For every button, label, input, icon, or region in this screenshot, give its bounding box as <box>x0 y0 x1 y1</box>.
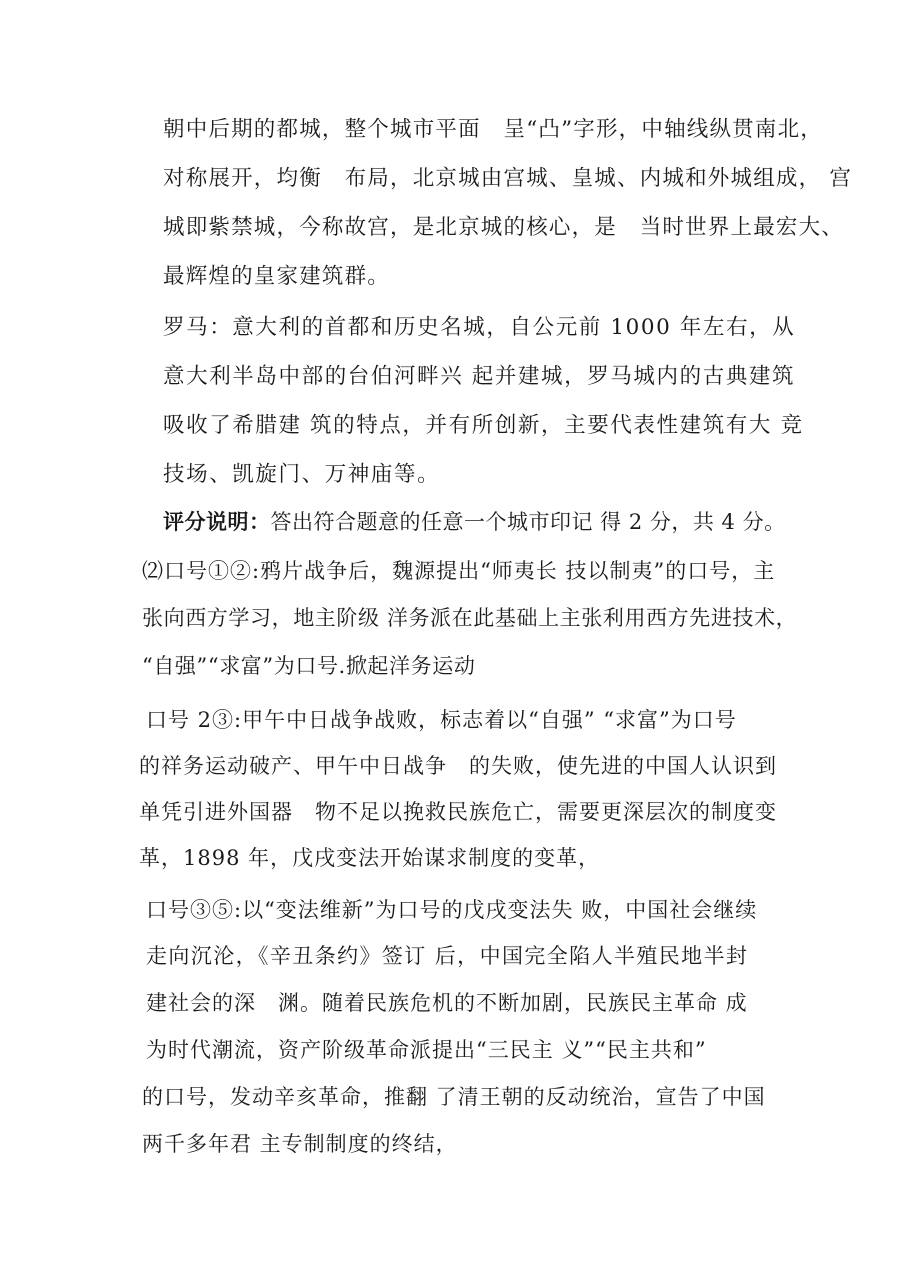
scoring-note <box>163 508 786 536</box>
text-line: 为时代潮流，资产阶级革命派提出“三民主 义”“民主共和” <box>146 1038 707 1062</box>
text-line: 走向沉沦，《辛丑条约》签订 后，中国完全陷人半殖民地半封 <box>146 944 749 968</box>
text-line: 革，1898 年，戊戌变法开始谋求制度的变革， <box>139 846 601 870</box>
scoring-label: 评分说明： <box>163 510 271 534</box>
text-line: 建社会的深 渊。随着民族危机的不断加剧，民族民主革命 成 <box>146 991 748 1015</box>
text-line: 口号 2③:甲午中日战争战败，标志着以“自强” “求富”为口号 <box>146 708 737 732</box>
text-line: 技场、凯旋门、万神庙等。 <box>163 462 441 487</box>
text-line: ⑵口号①②:鸦片战争后，魏源提出“师夷长 技以制夷”的口号，主 <box>142 559 776 583</box>
text-line: 张向西方学习，地主阶级 洋务派在此基础上主张利用西方先进技术， <box>142 606 798 630</box>
text-line: 吸收了希腊建 筑的特点，并有所创新，主要代表性建筑有大 竞 <box>163 413 804 438</box>
scoring-text: 答出符合题意的任意一个城市印记 得 2 分，共 4 分。 <box>270 510 786 534</box>
text-line: 单凭引进外国器 物不足以挽救民族危亡，需要更深层次的制度变 <box>139 800 777 824</box>
text-line: 朝中后期的都城，整个城市平面 呈“凸”字形，中轴线纵贯南北， <box>163 117 823 142</box>
text-line: 口号③⑤:以“变法维新”为口号的戊戌变法失 败，中国社会继续 <box>146 898 758 922</box>
text-line: 最辉煌的皇家建筑群。 <box>163 264 391 289</box>
text-line: 意大利半岛中部的台伯河畔兴 起并建城，罗马城内的古典建筑 <box>163 364 796 389</box>
text-line: “自强”“求富”为口号.掀起洋务运动 <box>142 654 476 678</box>
text-line: 的祥务运动破产、甲午中日战争 的失败，使先进的中国人认识到 <box>139 754 777 778</box>
text-line: 城即紫禁城，今称故宫，是北京城的核心，是 当时世界上最宏大、 <box>163 215 845 240</box>
text-line: 的口号，发动辛亥革命，推翻 了清王朝的反动统治，宣告了中国 <box>142 1085 766 1109</box>
text-line: 罗马：意大利的首都和历史名城，自公元前 1000 年左右，从 <box>163 315 796 340</box>
text-line: 两千多年君 主专制制度的终结， <box>142 1132 458 1156</box>
text-line: 对称展开，均衡 布局，北京城由宫城、皇城、内城和外城组成， 宫 <box>163 166 853 191</box>
